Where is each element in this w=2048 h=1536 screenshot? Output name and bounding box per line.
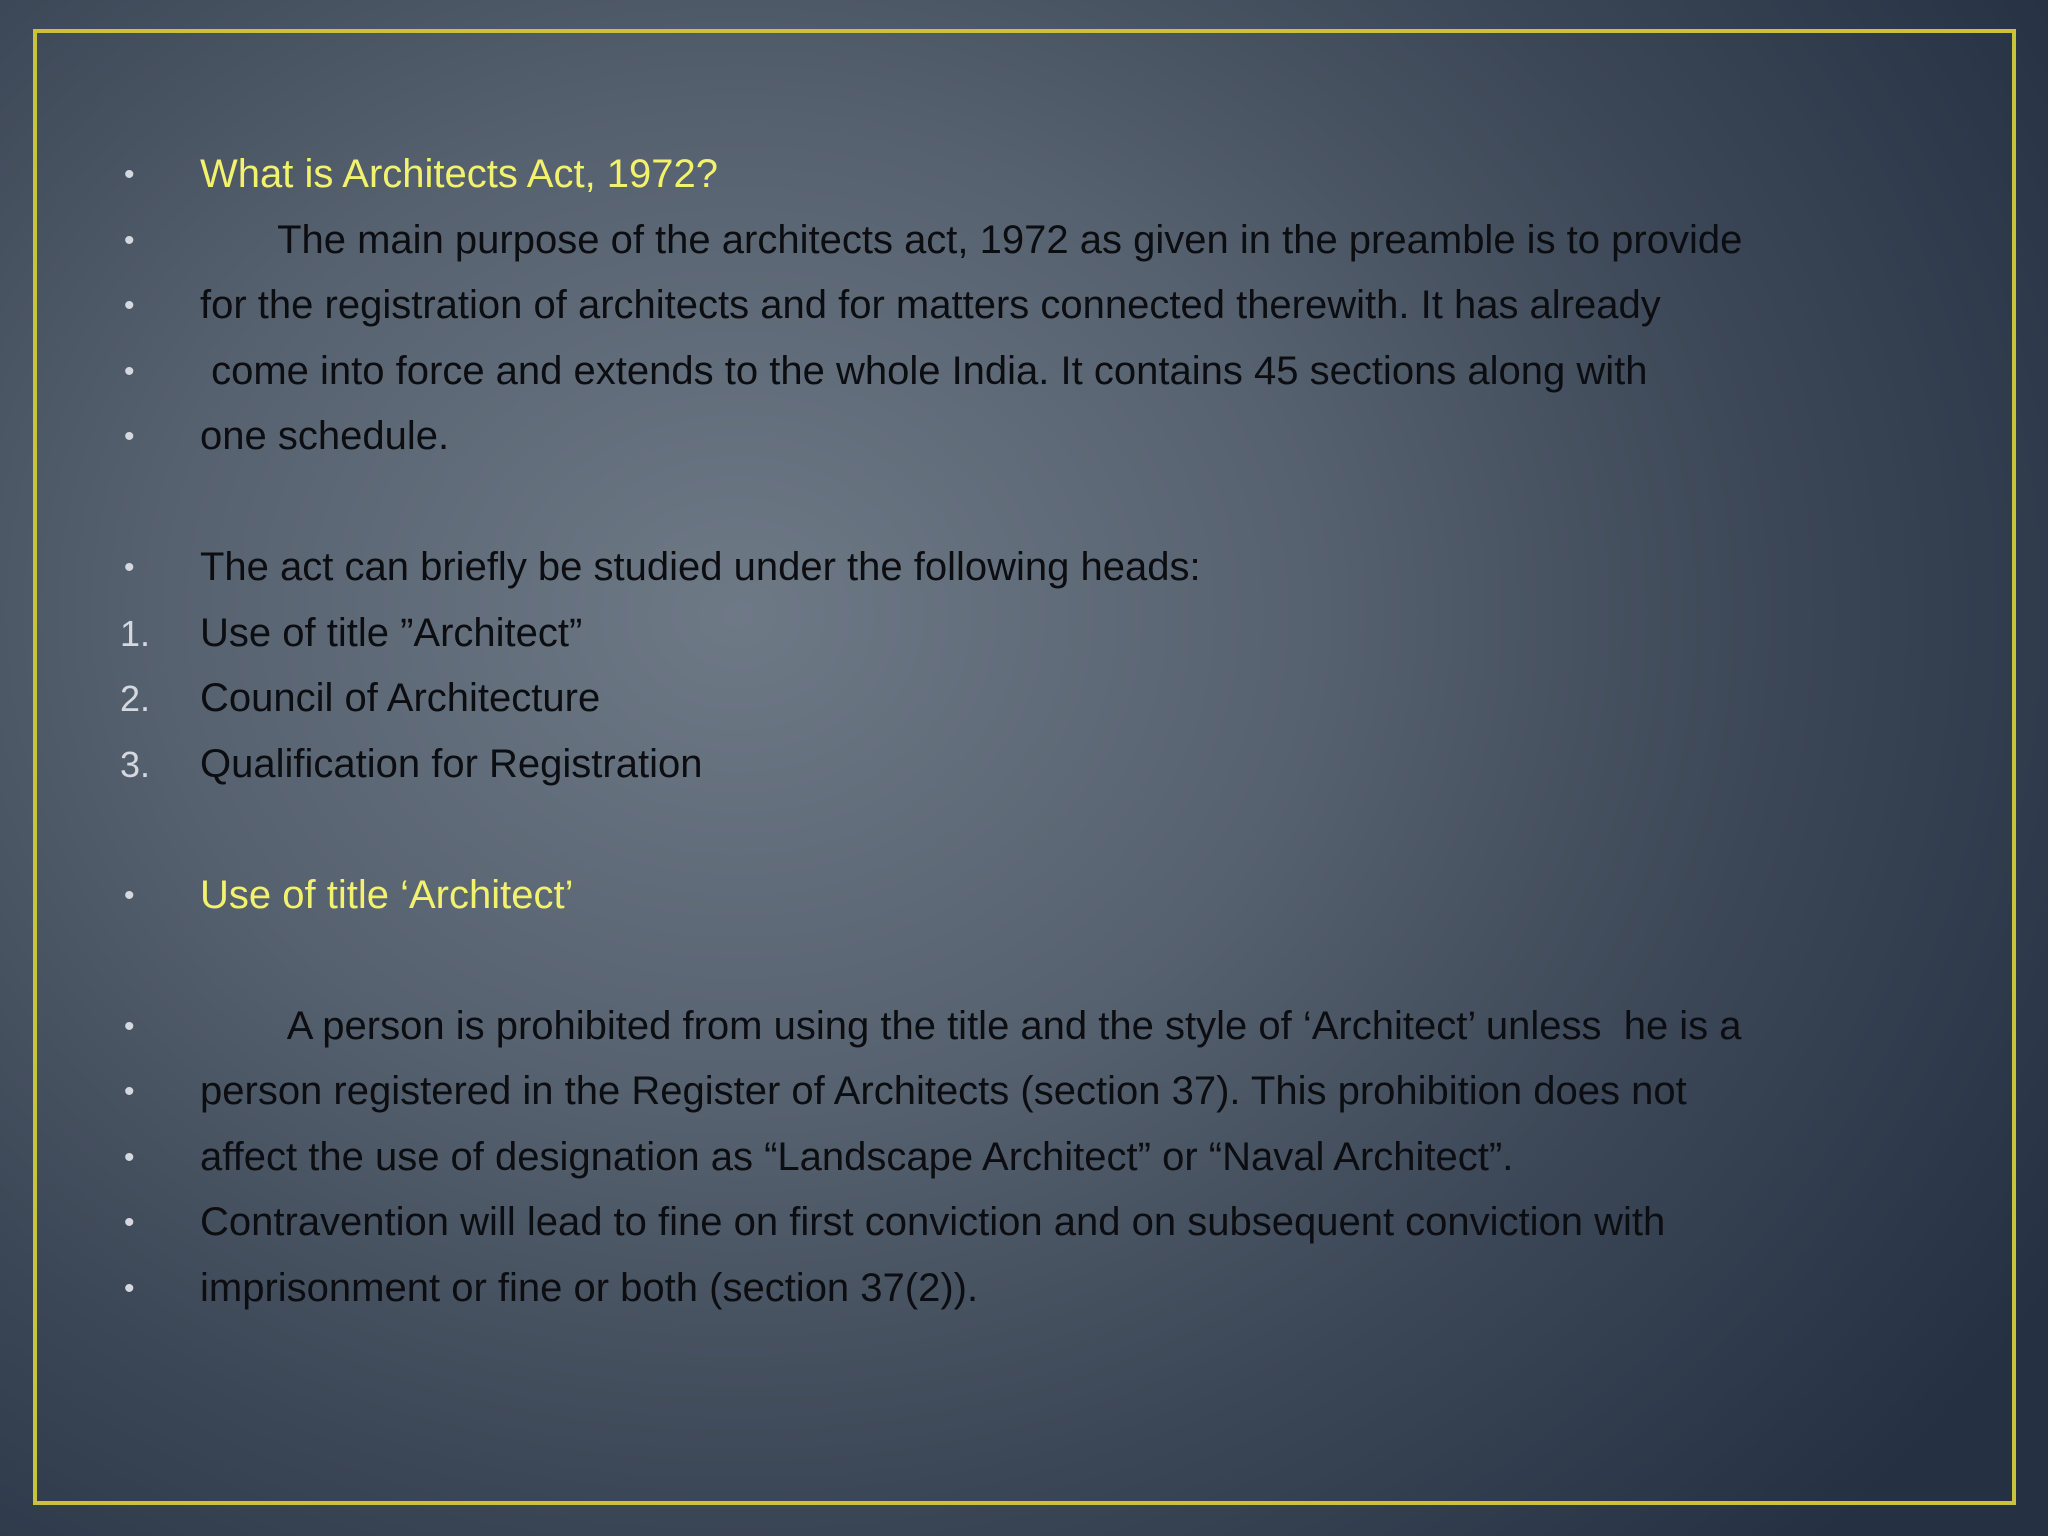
list-item [120,1256,1960,1322]
bullet-marker: • [124,1075,135,1108]
bullet-marker: • [124,1271,135,1305]
number-marker: 1. [120,612,151,654]
list-item [120,1125,1960,1191]
list-item [120,863,1960,929]
body-text: imprisonment or fine or both (section 37(2)). [200,1265,979,1310]
number-marker: 2. [120,678,151,719]
bullet-marker: • [124,1009,135,1043]
body-text: for the registration of architects and for matters connected therewith. It has already [200,283,1661,327]
body-text: Council of Architecture [200,676,601,720]
body-text: Contravention will lead to fine on first conviction and on subsequent conviction with [200,1200,1666,1244]
bullet-marker: • [124,289,135,322]
bullet-marker: • [124,1206,135,1239]
body-text: one schedule. [200,414,450,458]
list-item [120,273,1960,339]
bullet-marker: • [124,551,135,584]
body-text: come into force and extends to the whole India. It contains 45 sections along with [200,348,1648,393]
bullet-marker: • [124,420,135,453]
bullet-marker: • [124,354,135,388]
body-text: person registered in the Register of Architects (section 37). This prohibition does not [200,1069,1687,1113]
body-text: A person is prohibited from using the title and the style of ‘Architect’ unless he is a [200,1003,1742,1048]
bullet-marker: • [124,223,135,257]
body-text: The act can briefly be studied under the following heads: [200,545,1201,589]
body-text: Use of title ”Architect” [200,610,583,655]
bullet-marker: • [124,878,135,912]
number-marker: 3. [120,743,151,785]
list-item [120,208,1960,274]
heading-text: Use of title ‘Architect’ [200,872,574,917]
body-text: affect the use of designation as “Landscape Architect” or “Naval Architect”. [200,1134,1514,1179]
spacer [120,797,1960,863]
bullet-marker: • [124,158,135,191]
body-text: The main purpose of the architects act, 1972 as given in the preamble is to provide [200,217,1743,262]
slide-content [120,142,1960,1321]
list-item [120,1190,1960,1256]
numbered-item [120,601,1960,667]
list-item [120,339,1960,405]
numbered-item [120,666,1960,732]
list-item [120,535,1960,601]
body-text: Qualification for Registration [200,741,703,786]
list-item [120,404,1960,470]
bullet-marker: • [124,1140,135,1174]
list-item [120,994,1960,1060]
list-item [120,142,1960,208]
spacer [120,470,1960,536]
list-item [120,1059,1960,1125]
heading-text: What is Architects Act, 1972? [200,152,719,196]
numbered-item [120,732,1960,798]
spacer [120,928,1960,994]
